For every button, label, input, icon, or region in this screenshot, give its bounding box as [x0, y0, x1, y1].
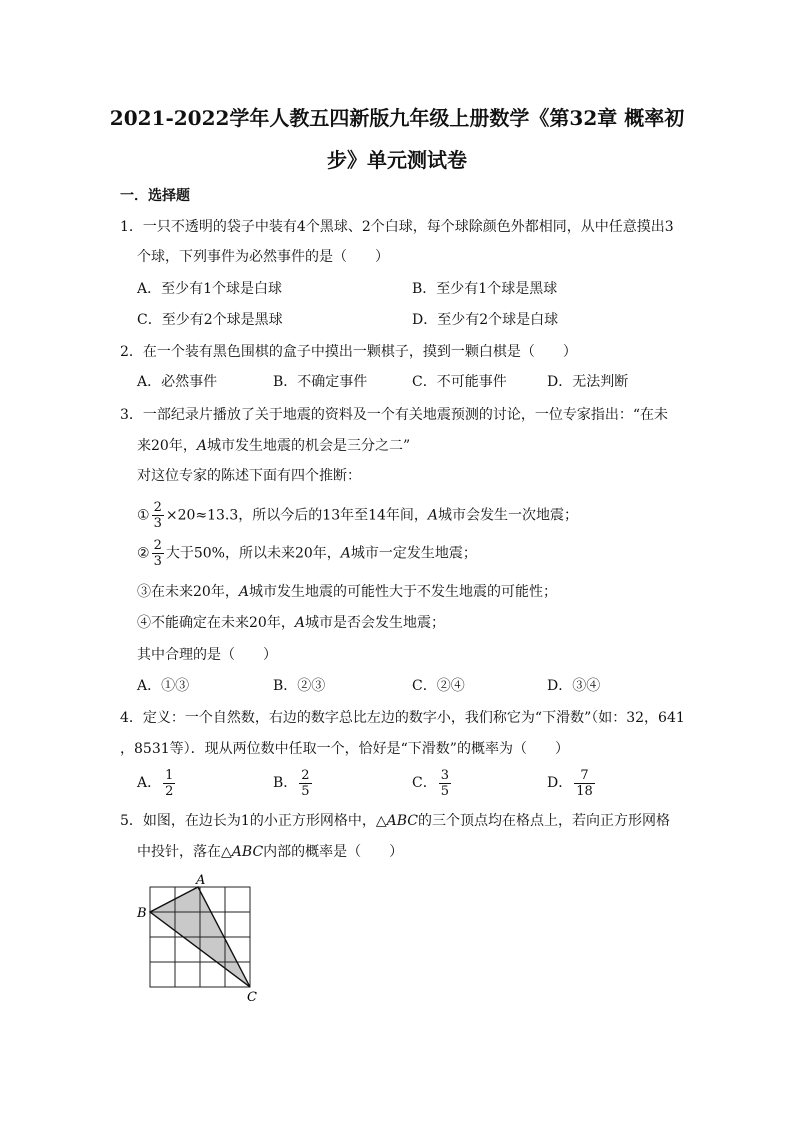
q4-option-a-denominator: 2 — [165, 783, 174, 799]
q4-option-d — [547, 766, 597, 800]
q5-stem-line-1-pre: 5．如图，在边长为1的小正方形网格中，△ — [120, 813, 387, 829]
q5-stem-line-1-post: 的三个顶点均在格点上，若向正方形网格 — [417, 813, 670, 829]
q4-option-d-fraction — [574, 768, 595, 799]
q4-option-c — [412, 766, 453, 800]
q3-s4-post: 城市是否会发生地震； — [304, 615, 445, 631]
q3-intro: 对这位专家的陈述下面有四个推断： — [137, 468, 361, 484]
q2-option-b: B．不确定事件 — [273, 374, 368, 390]
q3-stem-line-1: 3．一部纪录片播放了关于地震的资料及一个有关地震预测的讨论，一位专家指出：“在未 — [120, 407, 669, 423]
q4-option-b-denominator: 5 — [301, 783, 310, 799]
q3-ask: 其中合理的是（ ） — [137, 647, 277, 663]
q1-option-c: C．至少有2个球是黑球 — [137, 312, 283, 328]
q4-option-b — [273, 766, 314, 800]
vertex-label-a: A — [196, 874, 206, 888]
q3-s3-city: A — [238, 584, 249, 600]
q3-s2-numerator: 2 — [153, 538, 162, 553]
q1-option-d: D．至少有2个球是白球 — [412, 312, 559, 328]
q3-option-d: D．③④ — [547, 678, 601, 694]
q3-city-a: A — [196, 438, 207, 454]
q2-option-a: A．必然事件 — [137, 374, 218, 390]
q3-stem-line-2-pre: 来20年， — [137, 438, 197, 454]
q4-option-a-fraction — [163, 768, 175, 799]
q5-stem-line-2-pre: 中投针，落在△ — [137, 844, 232, 860]
q4-option-d-label: D． — [547, 775, 573, 791]
q4-option-b-numerator: 2 — [301, 767, 310, 783]
q4-option-b-fraction — [299, 768, 311, 799]
q5-stem-line-1 — [120, 811, 670, 831]
q5-grid-figure — [134, 874, 274, 1004]
q1-option-a: A．至少有1个球是白球 — [137, 281, 283, 297]
section-heading: 一．选择题 — [120, 188, 190, 204]
q3-stem-line-2 — [137, 436, 410, 456]
q3-s1-fraction — [152, 500, 164, 531]
q3-s1-numerator: 2 — [153, 500, 162, 515]
q4-option-c-label: C． — [412, 775, 437, 791]
q4-option-c-numerator: 3 — [440, 767, 449, 783]
q3-s3-post: 城市发生地震的可能性大于不发生地震的可能性； — [248, 584, 557, 600]
q3-s2-mid: 大于50%，所以未来20年， — [165, 545, 341, 562]
q4-option-a — [137, 766, 177, 800]
q3-s2-mark: ② — [137, 545, 150, 562]
q4-option-c-fraction — [439, 768, 451, 799]
q3-stem-line-2-post: 城市发生地震的机会是三分之二” — [206, 438, 411, 454]
q3-s3-pre: ③在未来20年， — [137, 584, 239, 600]
q3-s2-city: A — [340, 545, 351, 562]
exam-title-line-1: 2021-2022学年人教五四新版九年级上册数学《第32章 概率初 — [109, 106, 685, 130]
q1-stem-line-1: 1．一只不透明的袋子中装有4个黑球、2个白球，每个球除颜色外都相同，从中任意摸出3 — [120, 219, 674, 235]
q3-option-b: B．②③ — [273, 678, 326, 694]
q2-stem: 2．在一个装有黑色围棋的盒子中摸出一颗棋子，摸到一颗白棋是（ ） — [120, 344, 577, 360]
q5-stem-line-2-post: 内部的概率是（ ） — [263, 844, 404, 860]
q3-s4-pre: ④不能确定在未来20年， — [137, 615, 295, 631]
q3-statement-3 — [137, 582, 557, 602]
q3-option-c: C．②④ — [412, 678, 465, 694]
q5-triangle-name-1: ABC — [386, 813, 418, 829]
q4-stem-line-1: 4．定义：一个自然数，右边的数字总比左边的数字小，我们称它为“下滑数”（如：32，641 — [120, 710, 685, 726]
q3-statement-2 — [137, 538, 477, 569]
q1-option-b: B．至少有1个球是黑球 — [412, 281, 558, 297]
q3-s4-city: A — [294, 615, 305, 631]
q3-s2-denominator: 3 — [153, 554, 162, 569]
q1-stem-line-2: 个球，下列事件为必然事件的是（ ） — [137, 249, 389, 265]
q3-statement-4 — [137, 613, 445, 633]
q3-s1-mark: ① — [137, 507, 150, 524]
q4-option-d-numerator: 7 — [574, 768, 595, 784]
q5-triangle-name-2: ABC — [231, 844, 264, 860]
q3-statement-1 — [137, 500, 578, 531]
q3-s1-mid: ×20≈13.3，所以今后的13年至14年间， — [165, 507, 428, 524]
q3-s2-post: 城市一定发生地震； — [350, 545, 477, 562]
exam-title-line-2: 步》单元测试卷 — [327, 148, 467, 172]
q4-option-c-denominator: 5 — [440, 783, 449, 799]
q3-s1-denominator: 3 — [153, 516, 162, 531]
q3-s1-city: A — [427, 507, 439, 524]
q2-option-c: C．不可能事件 — [412, 374, 507, 390]
q3-s2-fraction — [152, 538, 164, 569]
q4-option-d-denominator: 18 — [576, 783, 593, 799]
q3-s1-post: 城市会发生一次地震； — [438, 507, 579, 524]
vertex-label-b: B — [137, 906, 147, 921]
q4-option-b-label: B． — [273, 775, 298, 791]
q4-option-a-label: A． — [137, 775, 162, 791]
q5-stem-line-2 — [137, 842, 403, 862]
q4-option-a-numerator: 1 — [165, 767, 174, 783]
q2-option-d: D．无法判断 — [547, 374, 629, 390]
q4-stem-line-2: ，8531等）．现从两位数中任取一个，恰好是“下滑数”的概率为（ ） — [120, 741, 569, 757]
vertex-label-c: C — [247, 990, 257, 1004]
q3-option-a: A．①③ — [137, 678, 190, 694]
